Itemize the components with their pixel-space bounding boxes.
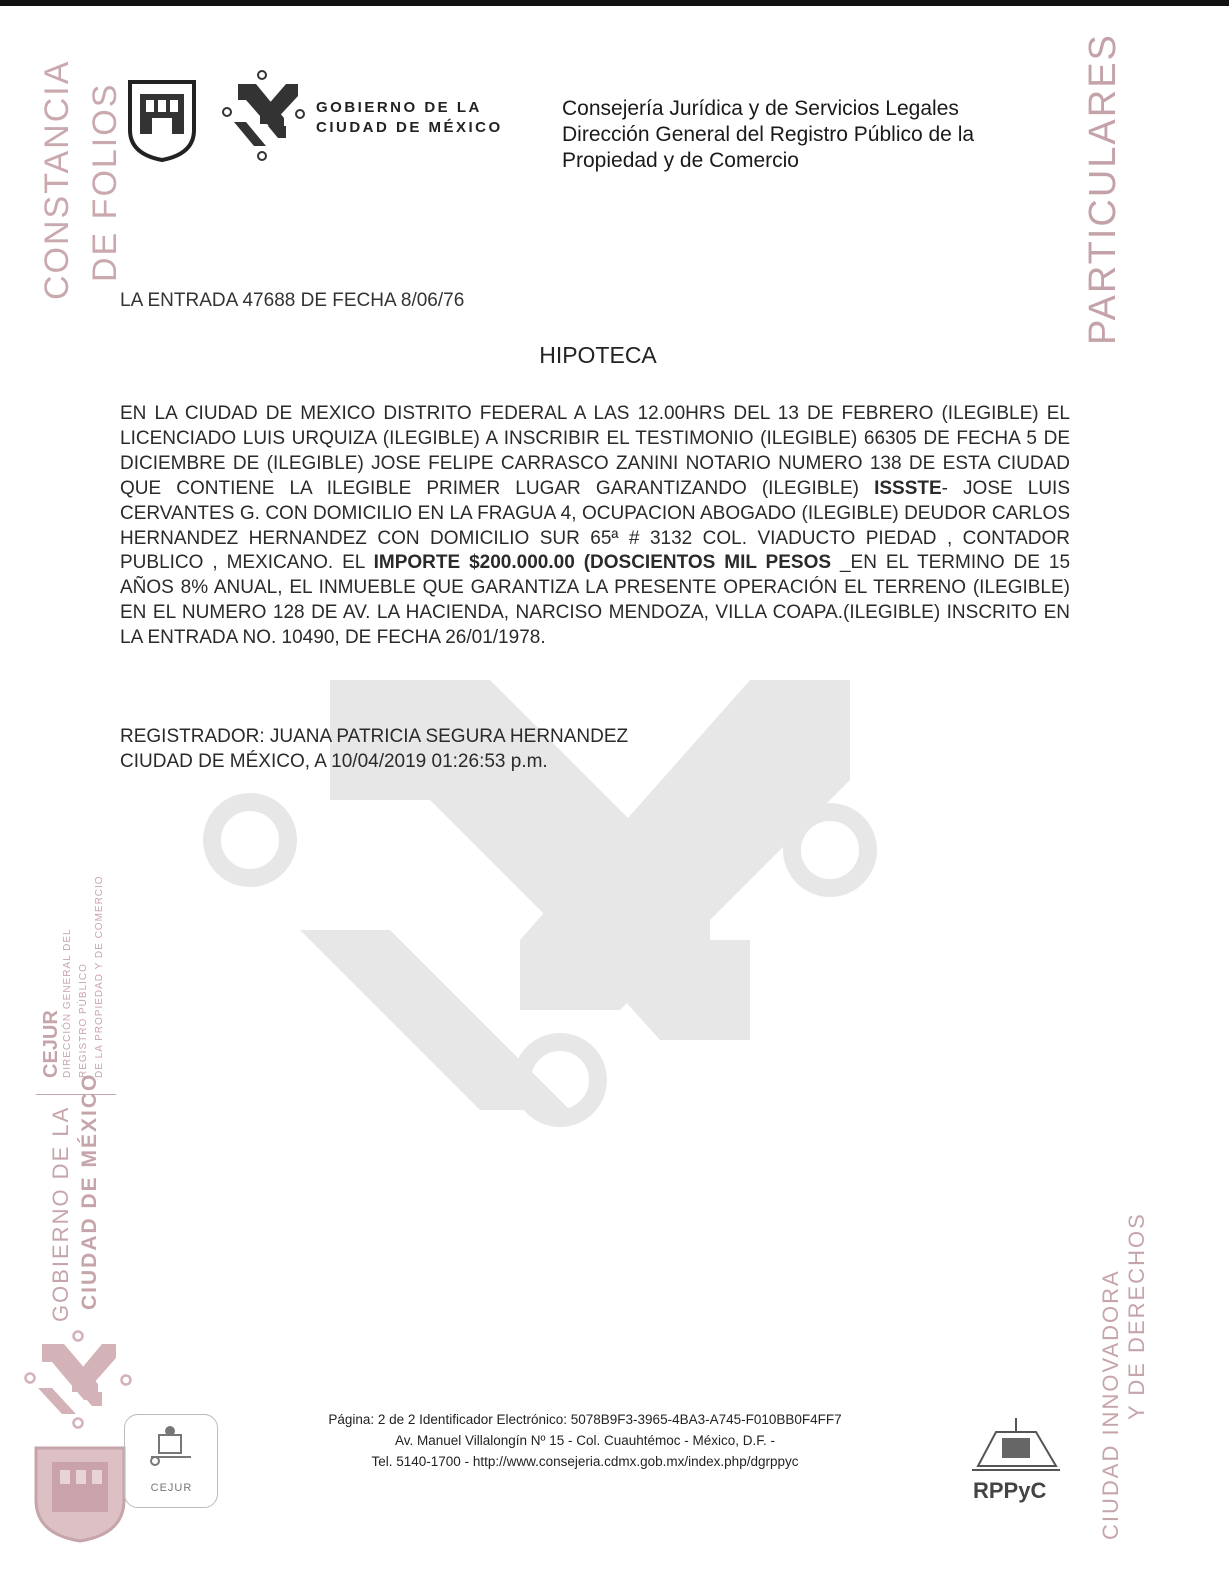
institution-line-1: Consejería Jurídica y de Servicios Legales — [562, 97, 959, 120]
cejur-emblem-icon — [125, 1415, 217, 1475]
body-bold-importe: IMPORTE $200.000.00 (DOSCIENTOS MIL PESOS — [373, 552, 832, 574]
side-direccion: DIRECCIÓN GENERAL DEL — [62, 928, 73, 1078]
document-title: HIPOTECA — [539, 342, 657, 368]
institution-heading — [562, 96, 974, 174]
side-propiedad: DE LA PROPIEDAD Y DE COMERCIO — [94, 875, 105, 1078]
scan-top-edge — [0, 0, 1229, 6]
footer — [260, 1409, 910, 1472]
footer-contact: Tel. 5140-1700 - http://www.consejeria.cdmx.gob.mx/index.php/dgrppyc — [371, 1454, 799, 1469]
footer-page-id: Página: 2 de 2 Identificador Electrónico: 5078B9F3-3965-4BA3-A745-F010BB0F4FF7 — [328, 1412, 842, 1427]
side-registro: REGISTRO PÚBLICO — [78, 963, 89, 1078]
gobierno-title — [316, 98, 503, 138]
cdmx-watermark-logo — [190, 640, 890, 1160]
rppyc-emblem-icon — [966, 1414, 1066, 1478]
institution-line-3: Propiedad y de Comercio — [562, 149, 799, 172]
side-ciudad-de-mexico: CIUDAD DE MÉXICO — [78, 1072, 101, 1310]
document-body — [120, 402, 1070, 651]
gobierno-line-1: GOBIERNO DE LA — [316, 99, 482, 116]
cdmx-logo-icon — [220, 70, 306, 162]
side-y-de-derechos: Y DE DERECHOS — [1124, 1212, 1149, 1420]
side-separator — [36, 1094, 116, 1095]
side-gobierno-de-la: GOBIERNO DE LA — [48, 1105, 73, 1322]
side-ciudad-innovadora: CIUDAD INNOVADORA — [1098, 1269, 1123, 1540]
body-text-2: - JOSE LUIS CERVANTES G. CON DOMICILIO EN LA FRAGUA 4, OCUPACION ABOGADO (ILEGIBLE) DEUDOR CARLOS HERNANDEZ HERNANDEZ CON DOMICILIO SUR 65ª # 3132 COL. VIADUCTO PIEDAD , CONTADOR PUBLICO , MEXICANO. EL — [120, 477, 1070, 574]
cdmx-pink-logo-icon — [24, 1330, 134, 1430]
side-cejur: CEJUR — [40, 1010, 62, 1078]
body-text-3: _EN EL TERMINO DE 15 AÑOS 8% ANUAL, EL INMUEBLE QUE GARANTIZA LA PRESENTE OPERACIÓN EL TERRENO (ILEGIBLE) EN EL NUMERO 128 DE AV. LA HACIENDA, NARCISO MENDOZA, VILLA COAPA.(ILEGIBLE) INSCRITO EN LA ENTRADA NO. 10490, DE FECHA 26/01/1978. — [120, 552, 1071, 649]
coat-of-arms-icon — [126, 78, 198, 162]
registrador-line: REGISTRADOR: JUANA PATRICIA SEGURA HERNANDEZ — [120, 726, 629, 747]
footer-address: Av. Manuel Villalongín Nº 15 - Col. Cuauhtémoc - México, D.F. - — [394, 1433, 776, 1448]
stamp-de-folios: DE FOLIOS — [86, 82, 124, 282]
pink-coat-of-arms-icon — [34, 1444, 126, 1544]
signature-block — [120, 724, 628, 774]
body-bold-issste: ISSSTE — [874, 477, 942, 499]
rppyc-label: RPPyC — [973, 1478, 1047, 1503]
stamp-constancia: CONSTANCIA — [38, 59, 76, 300]
stamp-particulares: PARTICULARES — [1082, 33, 1124, 345]
cejur-label: CEJUR — [150, 1482, 193, 1494]
entrada-line: LA ENTRADA 47688 DE FECHA 8/06/76 — [120, 290, 465, 311]
place-date-line: CIUDAD DE MÉXICO, A 10/04/2019 01:26:53 p.m. — [120, 751, 548, 772]
body-text-1: EN LA CIUDAD DE MEXICO DISTRITO FEDERAL A LAS 12.00HRS DEL 13 DE FEBRERO (ILEGIBLE) EL LICENCIADO LUIS URQUIZA (ILEGIBLE) A INSCRIBIR EL TESTIMONIO (ILEGIBLE) 66305 DE FECHA 5 DE DICIEMBRE DE (ILEGIBLE) JOSE FELIPE CARRASCO ZANINI NOTARIO NUMERO 138 DE ESTA CIUDAD QUE CONTIENE LA ILEGIBLE PRIMER LUGAR GARANTIZANDO (ILEGIBLE) — [120, 403, 1070, 499]
gobierno-line-2: CIUDAD DE MÉXICO — [316, 119, 503, 136]
institution-line-2: Dirección General del Registro Público de la — [562, 123, 975, 146]
